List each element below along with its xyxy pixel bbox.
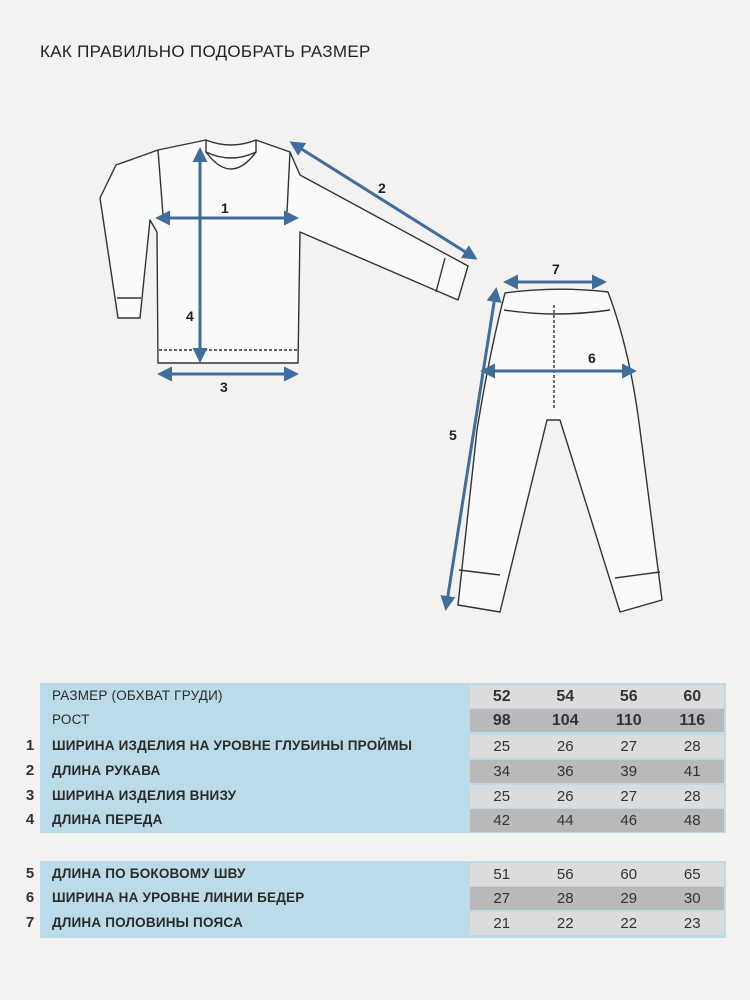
cell-value: 34 (493, 763, 511, 780)
cell-value: 39 (620, 763, 638, 780)
cell-value: 25 (493, 788, 511, 805)
cell-value: 48 (683, 812, 701, 829)
row-number: 4 (25, 811, 35, 828)
row-number: 6 (25, 889, 35, 906)
cell-value: 104 (551, 712, 579, 729)
cell-value: 52 (492, 688, 511, 705)
row-label: РАЗМЕР (ОБХВАТ ГРУДИ) (52, 688, 223, 703)
table-row (0, 808, 750, 832)
table-row (0, 759, 750, 783)
label-4: 4 (186, 308, 194, 324)
row-number: 2 (25, 762, 35, 779)
cell-value: 26 (556, 738, 574, 755)
cell-value: 25 (493, 738, 511, 755)
cell-value: 110 (615, 712, 642, 729)
cell-value: 56 (619, 688, 638, 705)
cell-value: 29 (620, 890, 638, 907)
cell-value: 27 (620, 738, 638, 755)
cell-value: 65 (683, 866, 701, 883)
label-1: 1 (221, 200, 229, 216)
row-number: 3 (25, 787, 35, 804)
cell-value: 98 (492, 712, 511, 729)
cell-value: 116 (679, 712, 706, 729)
label-7: 7 (552, 261, 560, 277)
cell-value: 21 (493, 915, 511, 932)
cell-value: 26 (556, 788, 574, 805)
cell-value: 60 (683, 688, 702, 705)
row-number: 1 (25, 737, 35, 754)
label-2: 2 (378, 180, 386, 196)
row-label: ДЛИНА ПОЛОВИНЫ ПОЯСА (52, 915, 243, 930)
cell-value: 27 (493, 890, 511, 907)
row-number: 5 (25, 865, 35, 882)
row-label: ШИРИНА НА УРОВНЕ ЛИНИИ БЕДЕР (52, 890, 305, 905)
label-3: 3 (220, 379, 228, 395)
cell-value: 28 (683, 738, 701, 755)
page-title: КАК ПРАВИЛЬНО ПОДОБРАТЬ РАЗМЕР (40, 42, 371, 61)
row-label: ШИРИНА ИЗДЕЛИЯ ВНИЗУ (52, 788, 237, 803)
label-6: 6 (588, 350, 596, 366)
cell-value: 42 (493, 812, 511, 829)
table-row (0, 684, 750, 708)
table-row (0, 886, 750, 910)
cell-value: 22 (620, 915, 638, 932)
table-row (0, 862, 750, 886)
row-label: ДЛИНА ПЕРЕДА (52, 812, 163, 827)
table-row (0, 784, 750, 808)
cell-value: 22 (556, 915, 574, 932)
cell-value: 36 (556, 763, 574, 780)
label-5: 5 (449, 427, 457, 443)
cell-value: 56 (556, 866, 574, 883)
cell-value: 28 (556, 890, 574, 907)
cell-value: 30 (683, 890, 701, 907)
table-row (0, 708, 750, 732)
row-label: РОСТ (52, 712, 90, 727)
cell-value: 46 (620, 812, 638, 829)
cell-value: 23 (683, 915, 701, 932)
cell-value: 27 (620, 788, 638, 805)
cell-value: 44 (556, 812, 574, 829)
cell-value: 28 (683, 788, 701, 805)
row-label: ДЛИНА РУКАВА (52, 763, 161, 778)
row-label: ШИРИНА ИЗДЕЛИЯ НА УРОВНЕ ГЛУБИНЫ ПРОЙМЫ (52, 738, 413, 753)
table-row (0, 734, 750, 758)
cell-value: 60 (620, 866, 638, 883)
row-number: 7 (25, 914, 35, 931)
cell-value: 41 (683, 763, 701, 780)
cell-value: 51 (493, 866, 511, 883)
row-label: ДЛИНА ПО БОКОВОМУ ШВУ (52, 866, 246, 881)
shirt-drawing (100, 140, 468, 363)
cell-value: 54 (556, 688, 575, 705)
table-row (0, 911, 750, 935)
